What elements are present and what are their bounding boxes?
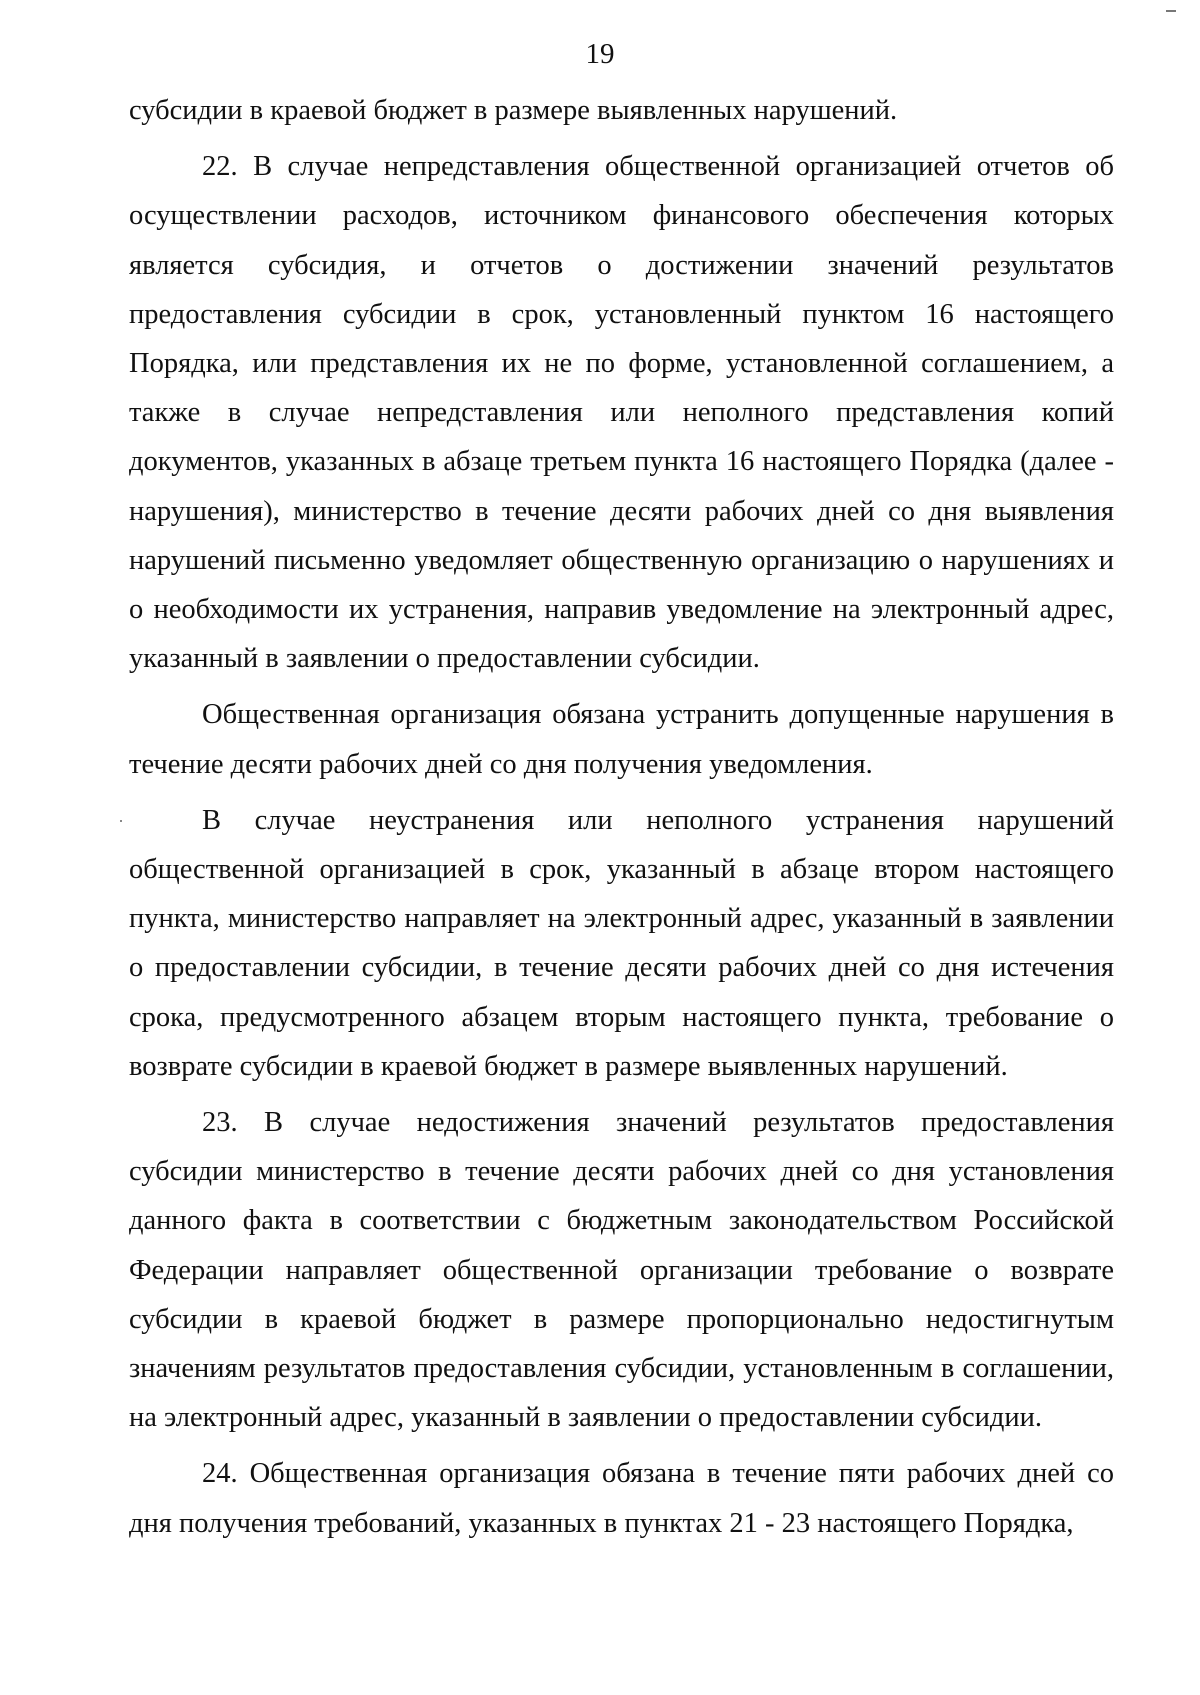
page-number: 19: [585, 38, 615, 70]
paragraph-continuation: субсидии в краевой бюджет в размере выявленных нарушений.: [129, 95, 898, 126]
paragraph-item-22: 22. В случае непредставления общественной организацией отчетов об осуществлении расходов, источником финансового обеспечения которых является субсидия, и отчетов о достижении значений результатов предоставления субсидии в срок, установленный пунктом 16 настоящего Порядка, или представления их не по форме, установленной соглашением, а также в случае непредставления или неполного представления копий документов, указанных в абзаце третьем пункта 16 настоящего Порядка (далее - нарушения), министерство в течение десяти рабочих дней со дня выявления нарушений письменно уведомляет общественную организацию о нарушениях и о необходимости их устранения, направив уведомление на электронный адрес, указанный в заявлении о предоставлении субсидии.: [129, 151, 1114, 675]
paragraph-item-23: 23. В случае недостижения значений результатов предоставления субсидии министерство в течение десяти рабочих дней со дня установления данного факта в соответствии с бюджетным законодательством Российской Федерации направляет общественной организации требование о возврате субсидии в краевой бюджет в размере пропорционально недостигнутым значениям результатов предоставления субсидии, установленным в соглашении, на электронный адрес, указанный в заявлении о предоставлении субсидии.: [129, 1107, 1114, 1434]
document-body: [129, 86, 1114, 1548]
paragraph-obligation: Общественная организация обязана устранить допущенные нарушения в течение десяти рабочих дней со дня получения уведомления.: [129, 699, 1114, 780]
paragraph-non-elimination: В случае неустранения или неполного устранения нарушений общественной организацией в срок, указанный в абзаце втором настоящего пункта, министерство направляет на электронный адрес, указанный в заявлении о предоставлении субсидии, в течение десяти рабочих дней со дня истечения срока, предусмотренного абзацем вторым настоящего пункта, требование о возврате субсидии в краевой бюджет в размере выявленных нарушений.: [129, 804, 1114, 1082]
scan-artifact: [120, 820, 122, 822]
paragraph-item-24: 24. Общественная организация обязана в течение пяти рабочих дней со дня получения требований, указанных в пунктах 21 - 23 настоящего Порядка,: [129, 1458, 1114, 1539]
scan-artifact: [1166, 10, 1176, 12]
